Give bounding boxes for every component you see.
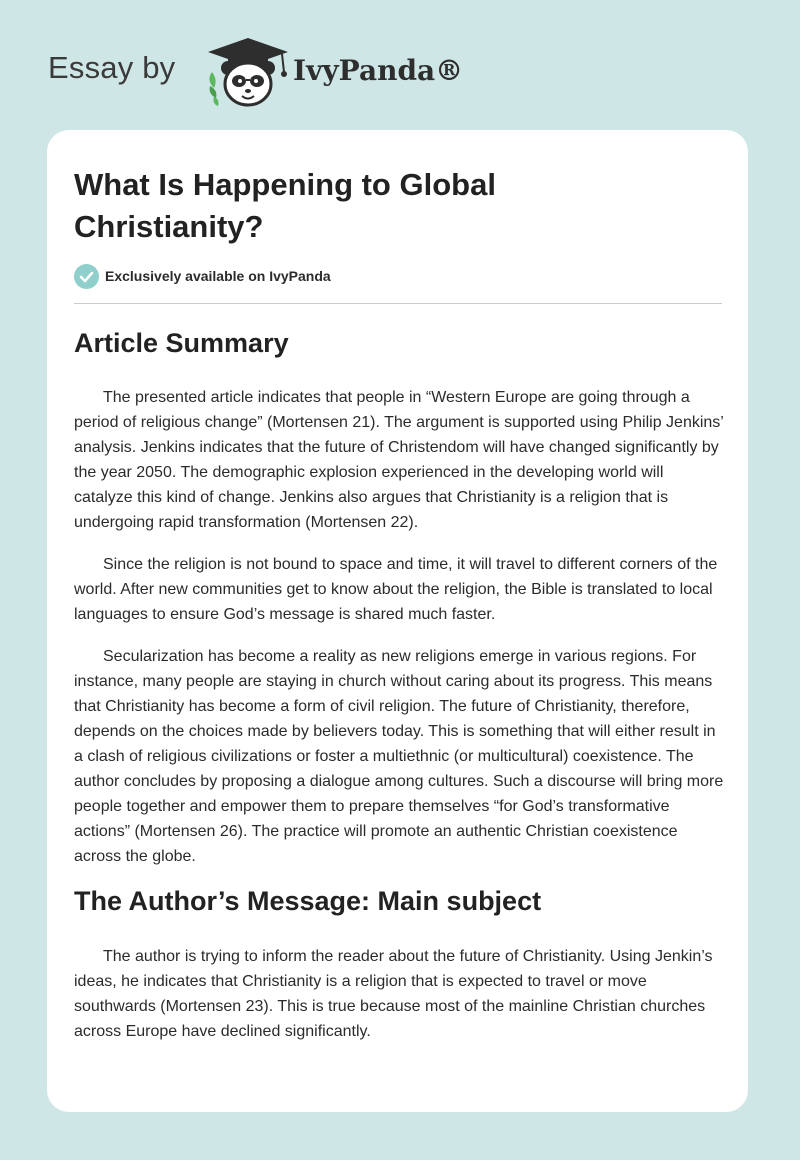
panda-graduate-logo-icon[interactable]	[204, 34, 292, 110]
exclusive-badge-text: Exclusively available on IvyPanda	[105, 268, 331, 284]
site-header	[48, 34, 508, 110]
essay-card	[47, 130, 748, 1112]
essay-by-label: Essay by	[48, 50, 176, 85]
summary-paragraph-2: Since the religion is not bound to space and time, it will travel to different corners of the world. After new communities get to know about the religion, the Bible is translated to local languages to ensure God’s message is shared much faster.	[74, 556, 718, 623]
summary-paragraph-3: Secularization has become a reality as new religions emerge in various regions. For instance, many people are staying in church without caring about its progress. This means that Christianity has become a form of civil religion. The future of Christianity, therefore, depends on the choices made by believers today. This is something that will either result in a clash of religious civilizations or foster a multiethnic (or multicultural) coexistence. The author concludes by proposing a dialogue among cultures. Such a discourse will bring more people together and empower them to prepare themselves “for God’s transformative actions” (Mortensen 26). The practice will promote an authentic Christian coexistence across the globe.	[74, 648, 724, 865]
message-paragraph-1: The author is trying to inform the reader about the future of Christianity. Using Jenkin’s ideas, he indicates that Christianity is a religion that is expected to travel or move southwards (Mortensen 23). This is true because most of the mainline Christian churches across Europe have declined significantly.	[74, 948, 713, 1040]
summary-paragraph-1: The presented article indicates that people in “Western Europe are going through a period of religious change” (Mortensen 21). The argument is supported using Philip Jenkins’ analysis. Jenkins indicates that the future of Christendom will have changed significantly by the year 2050. The demographic explosion experienced in the developing world will catalyze this kind of change. Jenkins also argues that Christianity is a religion that is undergoing rapid transformation (Mortensen 22).	[74, 389, 724, 531]
exclusive-badge	[74, 263, 331, 289]
brand-name[interactable]: IvyPanda®	[293, 54, 464, 87]
title-divider	[74, 303, 722, 304]
check-circle-icon	[74, 264, 99, 289]
section-heading-authors-message: The Author’s Message: Main subject	[74, 886, 542, 916]
section-heading-article-summary: Article Summary	[74, 328, 289, 358]
page-title: What Is Happening to Global Christianity?	[74, 167, 496, 244]
